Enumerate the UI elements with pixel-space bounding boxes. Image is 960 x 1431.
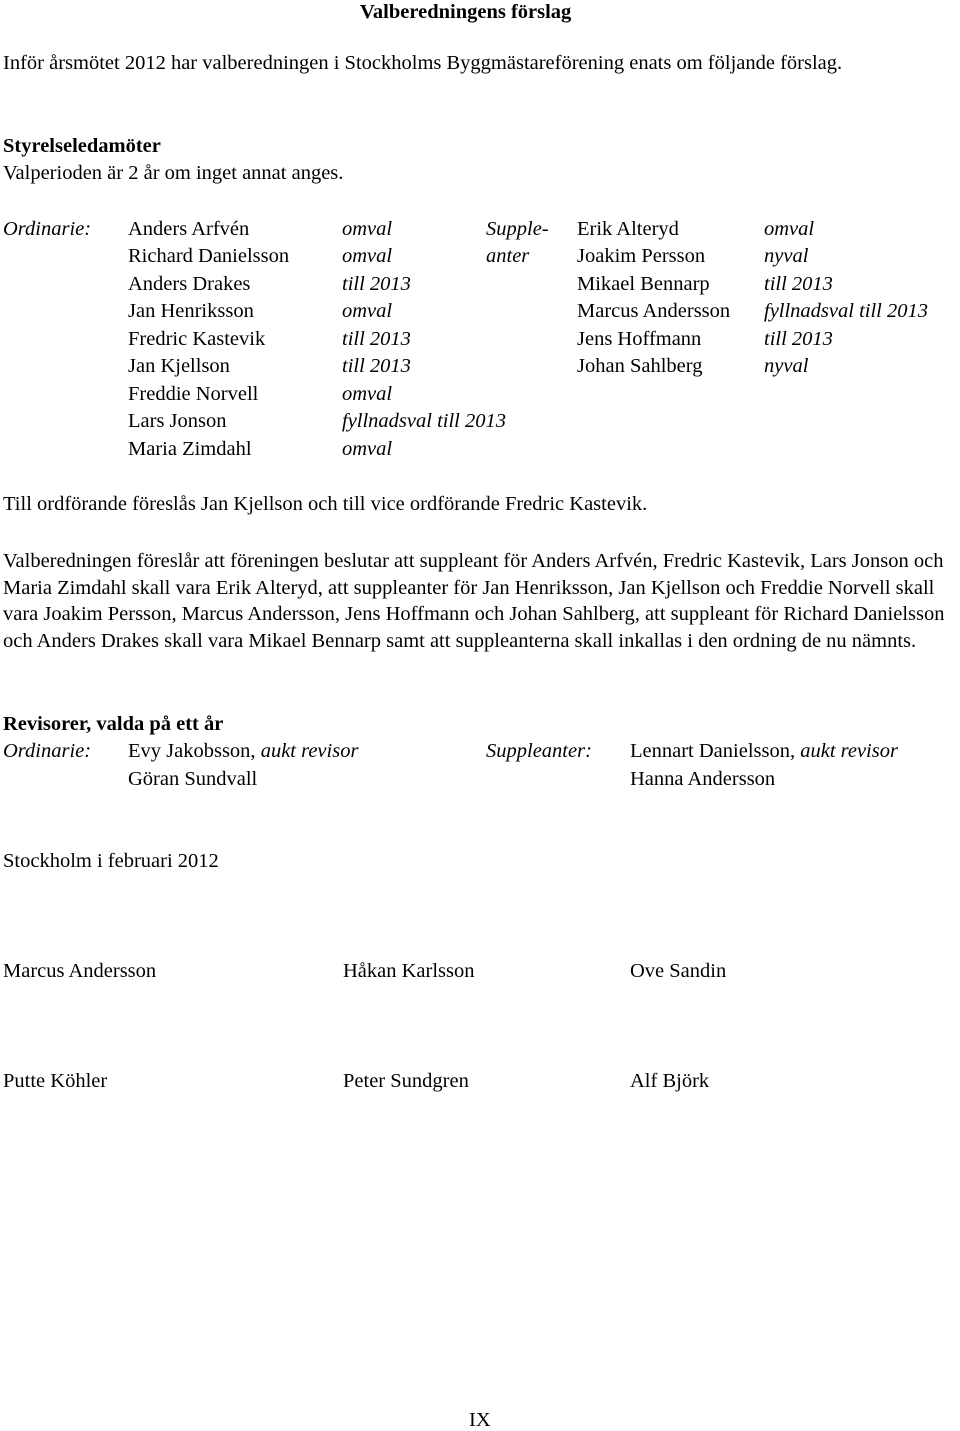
ordinary-member-note: omval xyxy=(342,300,393,322)
substitute-member-note: till 2013 xyxy=(764,328,833,350)
auditor-substitute-2: Hanna Andersson xyxy=(630,768,776,790)
substitute-member-note: nyval xyxy=(764,355,809,377)
ordinary-member-name: Anders Drakes xyxy=(128,273,251,295)
substitute-member-name: Marcus Andersson xyxy=(577,300,731,322)
place-date: Stockholm i februari 2012 xyxy=(3,850,219,872)
ordinary-member-name: Jan Kjellson xyxy=(128,355,230,377)
auditor-role: aukt revisor xyxy=(260,740,359,762)
page-number: IX xyxy=(469,1409,491,1431)
auditors-ordinary-label: Ordinarie: xyxy=(3,740,92,762)
ordinary-member-note: omval xyxy=(342,438,393,460)
ordinary-member-name: Fredric Kastevik xyxy=(128,328,266,350)
substitute-member-note: nyval xyxy=(764,245,809,267)
ordinary-member-name: Jan Henriksson xyxy=(128,300,254,322)
signatory-name: Peter Sundgren xyxy=(343,1070,469,1092)
substitute-member-note: fyllnadsval till 2013 xyxy=(764,300,928,322)
substitute-member-note: omval xyxy=(764,218,815,240)
substitutes-label-line1: Supple- xyxy=(486,218,549,240)
signatory-name: Marcus Andersson xyxy=(3,960,157,982)
ordinary-member-name: Maria Zimdahl xyxy=(128,438,252,460)
substitute-proposal-paragraph: Valberedningen föreslår att föreningen beslutar att suppleant för Anders Arfvén, Fredric Kastevik, Lars Jonson och Maria Zimdahl skall vara Erik Alteryd, att suppleanter för Jan Henriksson, Jan Kjellson och Freddie Norvell skall vara Joakim Persson, Marcus Andersson, Jens Hoffmann och Johan Sahlberg, att suppleant för Richard Danielsson och Anders Drakes skall vara Mikael Bennarp samt att suppleanterna skall inkallas i den ordning de nu nämnts. xyxy=(3,550,945,652)
ordinary-member-note: omval xyxy=(342,245,393,267)
substitute-member-name: Jens Hoffmann xyxy=(577,328,702,350)
board-heading: Styrelseledamöter xyxy=(3,135,161,157)
substitute-member-name: Mikael Bennarp xyxy=(577,273,710,295)
substitute-member-name: Johan Sahlberg xyxy=(577,355,703,377)
ordinary-member-note: till 2013 xyxy=(342,355,411,377)
auditor-name: Evy Jakobsson, xyxy=(128,740,256,762)
substitute-member-note: till 2013 xyxy=(764,273,833,295)
ordinary-member-note: fyllnadsval till 2013 xyxy=(342,410,506,432)
auditor-substitute-1 xyxy=(630,741,898,762)
auditors-substitutes-label: Suppleanter: xyxy=(486,740,592,762)
ordinary-member-note: omval xyxy=(342,383,393,405)
auditor-name: Lennart Danielsson, xyxy=(630,740,796,762)
intro-paragraph: Inför årsmötet 2012 har valberedningen i Stockholms Byggmästareförening enats om följande förslag. xyxy=(3,52,843,74)
signatory-name: Ove Sandin xyxy=(630,960,727,982)
ordinary-member-note: omval xyxy=(342,218,393,240)
signatory-name: Putte Köhler xyxy=(3,1070,108,1092)
ordinary-member-name: Freddie Norvell xyxy=(128,383,259,405)
ordinary-label: Ordinarie: xyxy=(3,218,92,240)
signatory-name: Alf Björk xyxy=(630,1070,710,1092)
document-title: Valberedningens förslag xyxy=(360,1,572,23)
ordinary-member-note: till 2013 xyxy=(342,328,411,350)
auditor-ordinary-2: Göran Sundvall xyxy=(128,768,258,790)
chair-proposal: Till ordförande föreslås Jan Kjellson och till vice ordförande Fredric Kastevik. xyxy=(3,493,648,515)
ordinary-member-name: Anders Arfvén xyxy=(128,218,250,240)
substitutes-label-line2: anter xyxy=(486,245,530,267)
substitute-member-name: Erik Alteryd xyxy=(577,218,679,240)
board-period: Valperioden är 2 år om inget annat anges. xyxy=(3,162,344,184)
substitute-member-name: Joakim Persson xyxy=(577,245,706,267)
signatory-name: Håkan Karlsson xyxy=(343,960,475,982)
ordinary-member-note: till 2013 xyxy=(342,273,411,295)
auditor-ordinary-1 xyxy=(128,741,358,762)
ordinary-member-name: Richard Danielsson xyxy=(128,245,290,267)
auditors-heading: Revisorer, valda på ett år xyxy=(3,713,224,735)
auditor-role: aukt revisor xyxy=(800,740,898,762)
ordinary-member-name: Lars Jonson xyxy=(128,410,227,432)
